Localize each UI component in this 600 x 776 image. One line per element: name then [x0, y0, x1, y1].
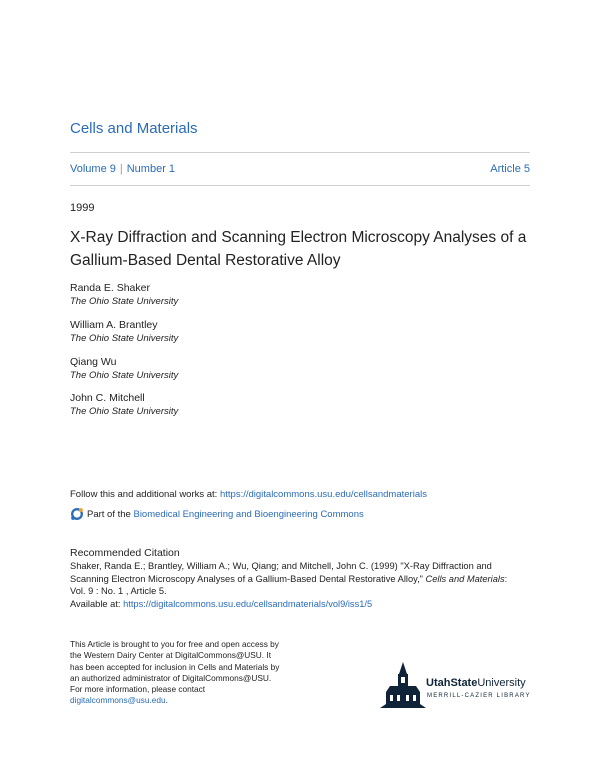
title-line-1: X-Ray Diffraction and Scanning Electron Microscopy Analyses of a: [70, 229, 527, 246]
number-link[interactable]: Number 1: [126, 163, 176, 175]
usu-library-logo: [380, 660, 540, 710]
access-email-line: [70, 695, 310, 706]
available-link[interactable]: https://digitalcommons.usu.edu/cellsandmaterials/vol9/iss1/5: [123, 598, 373, 609]
contact-email-link[interactable]: digitalcommons@usu.edu: [70, 695, 166, 706]
access-notice: [70, 639, 310, 707]
author: [70, 355, 178, 382]
available-label: Available at:: [70, 598, 124, 609]
citation-line-2: [70, 573, 540, 586]
title-line-2: Gallium-Based Dental Restorative Alloy: [70, 252, 341, 269]
citation-line-3: Vol. 9 : No. 1 , Article 5.: [70, 586, 167, 596]
follow-link[interactable]: https://digitalcommons.usu.edu/cellsandmaterials: [219, 489, 427, 500]
author-affiliation: The Ohio State University: [70, 406, 179, 417]
issue-row: [70, 163, 530, 175]
email-period: .: [165, 695, 168, 706]
follow-line: [70, 489, 427, 500]
part-of-line: [70, 507, 364, 521]
usu-wordmark: [426, 677, 526, 689]
volume-link[interactable]: Volume 9: [70, 163, 116, 175]
access-line: For more information, please contact: [70, 684, 206, 695]
access-line: This Article is brought to you for free and open access by: [70, 639, 279, 649]
divider-bottom: [70, 185, 530, 186]
author: [70, 391, 178, 418]
usu-wordmark-bold: UtahState: [426, 677, 478, 689]
old-main-tower-icon: [380, 660, 426, 710]
author-name: John C. Mitchell: [70, 392, 145, 404]
usu-wordmark-light: University: [477, 677, 526, 689]
author: [70, 281, 178, 308]
author-affiliation: The Ohio State University: [70, 333, 179, 344]
divider-top: [70, 152, 530, 153]
author-name: Qiang Wu: [70, 356, 117, 368]
recommended-citation-heading: Recommended Citation: [70, 547, 180, 559]
access-line: the Western Dairy Center at DigitalCommons@USU. It: [70, 650, 272, 661]
library-name: MERRILL-CAZIER LIBRARY: [427, 693, 531, 699]
citation-line-1: Shaker, Randa E.; Brantley, William A.; Wu, Qiang; and Mitchell, John C. (1999) "X-Ray Diffraction and: [70, 561, 492, 571]
citation-title-part: Scanning Electron Microscopy Analyses of a Gallium-Based Dental Restorative Alloy,": [70, 573, 426, 584]
commons-link[interactable]: Biomedical Engineering and Bioengineering Commons: [133, 508, 364, 520]
access-line: has been accepted for inclusion in Cells and Materials by: [70, 661, 280, 672]
publication-year: 1999: [70, 202, 95, 214]
access-line: an authorized administrator of DigitalCommons@USU.: [70, 672, 272, 683]
author-affiliation: The Ohio State University: [70, 370, 179, 381]
part-of-text: Part of the: [87, 508, 131, 520]
article-link[interactable]: Article 5: [490, 163, 530, 175]
citation-line-4: [70, 598, 540, 611]
citation-journal: Cells and Materials: [425, 573, 505, 584]
separator: |: [119, 163, 123, 175]
author-name: William A. Brantley: [70, 319, 158, 331]
citation-colon: :: [504, 573, 508, 584]
author-affiliation: The Ohio State University: [70, 296, 179, 307]
commons-network-icon: [70, 507, 84, 521]
follow-text: Follow this and additional works at:: [70, 489, 220, 500]
author-name: Randa E. Shaker: [70, 282, 150, 294]
author: [70, 318, 178, 345]
article-title: [70, 226, 540, 272]
citation-block: [70, 560, 540, 610]
journal-title[interactable]: Cells and Materials: [70, 120, 198, 137]
